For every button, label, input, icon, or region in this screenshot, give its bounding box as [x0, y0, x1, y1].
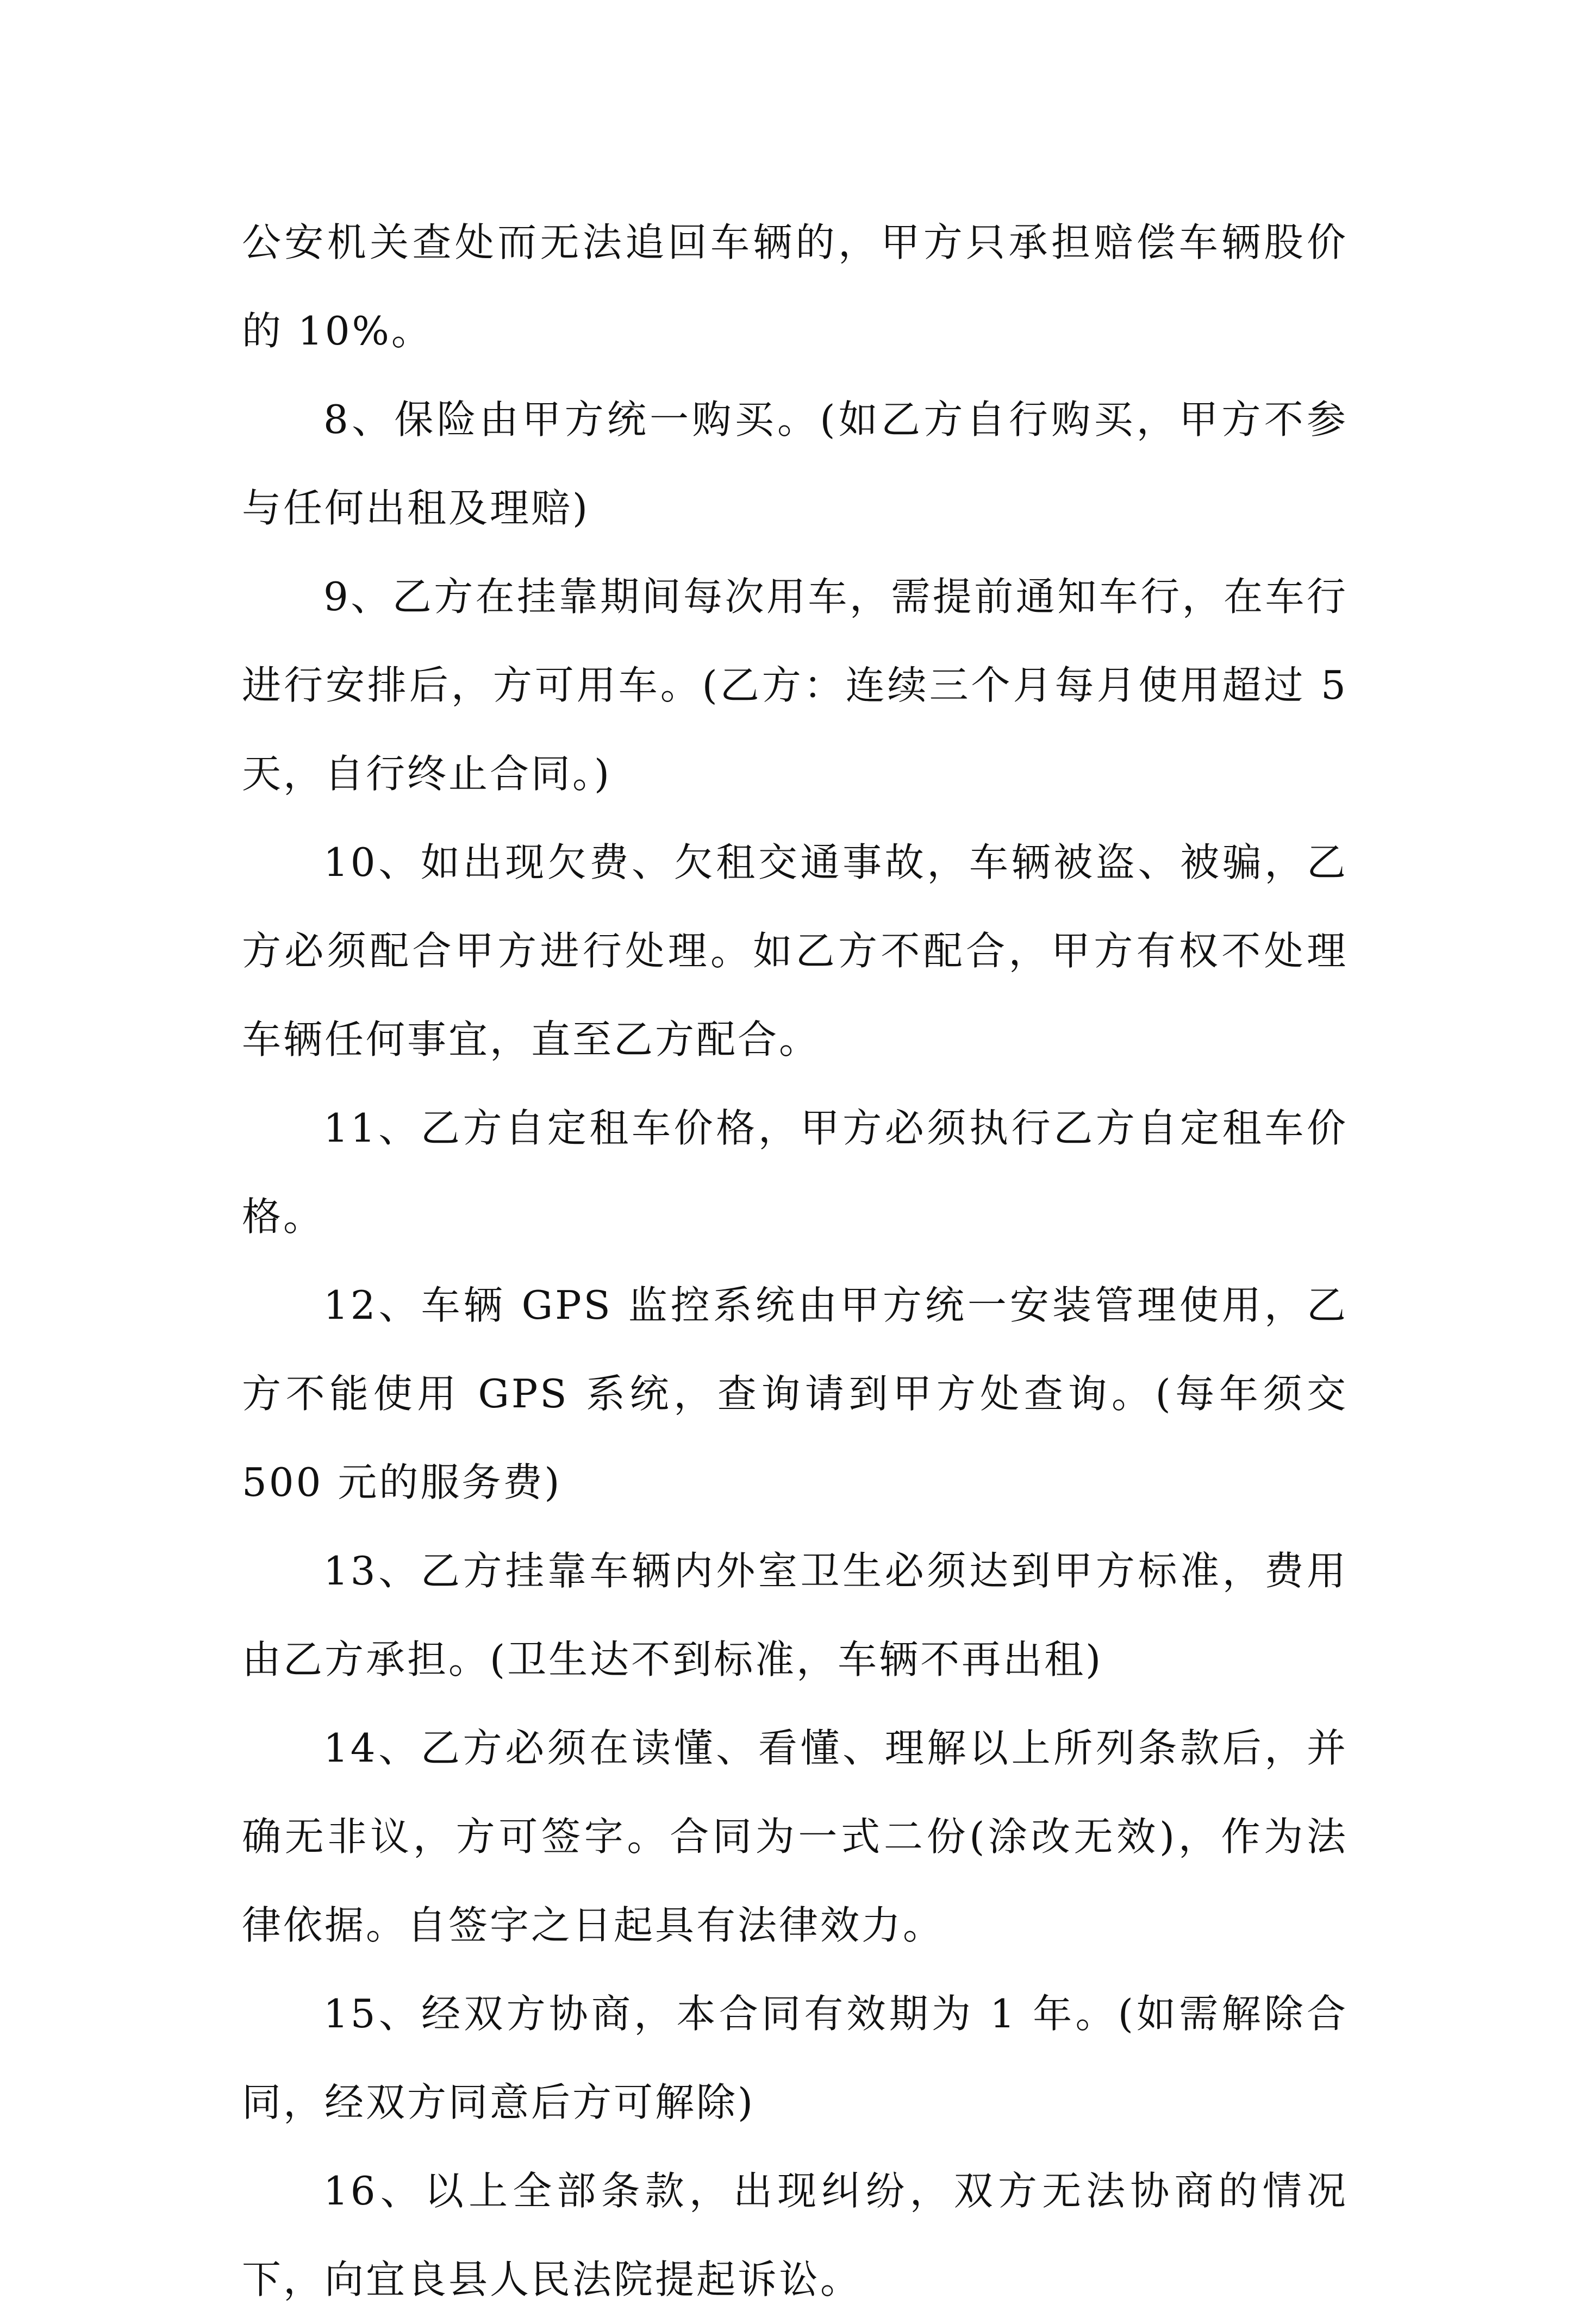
contract-body [242, 198, 1348, 2324]
clause-11: 11、乙方自定租车价格，甲方必须执行乙方自定租车价格。 [242, 1105, 1348, 1239]
clause-14: 14、乙方必须在读懂、看懂、理解以上所列条款后，并确无非议，方可签字。合同为一式二份(涂改无效)，作为法律依据。自签字之日起具有法律效力。 [242, 1725, 1348, 1948]
clause-16: 16、以上全部条款，出现纠纷，双方无法协商的情况下，向宜良县人民法院提起诉讼。 [242, 2168, 1348, 2302]
clause-10: 10、如出现欠费、欠租交通事故，车辆被盗、被骗，乙方必须配合甲方进行处理。如乙方不配合，甲方有权不处理车辆任何事宜，直至乙方配合。 [242, 840, 1348, 1062]
clause-12: 12、车辆 GPS 监控系统由甲方统一安装管理使用，乙方不能使用 GPS 系统，查询请到甲方处查询。(每年须交 500 元的服务费) [242, 1282, 1348, 1505]
clause-15: 15、经双方协商，本合同有效期为 1 年。(如需解除合同，经双方同意后方可解除) [242, 1991, 1348, 2125]
clause-9: 9、乙方在挂靠期间每次用车，需提前通知车行，在车行进行安排后，方可用车。(乙方：连续三个月每月使用超过 5 天，自行终止合同。) [242, 574, 1348, 797]
clause-8: 8、保险由甲方统一购买。(如乙方自行购买，甲方不参与任何出租及理赔) [242, 397, 1348, 531]
clause-13: 13、乙方挂靠车辆内外室卫生必须达到甲方标准，费用由乙方承担。(卫生达不到标准，车辆不再出租) [242, 1548, 1348, 1682]
paragraph-continuation: 公安机关查处而无法追回车辆的，甲方只承担赔偿车辆股价的 10%。 [242, 220, 1348, 354]
